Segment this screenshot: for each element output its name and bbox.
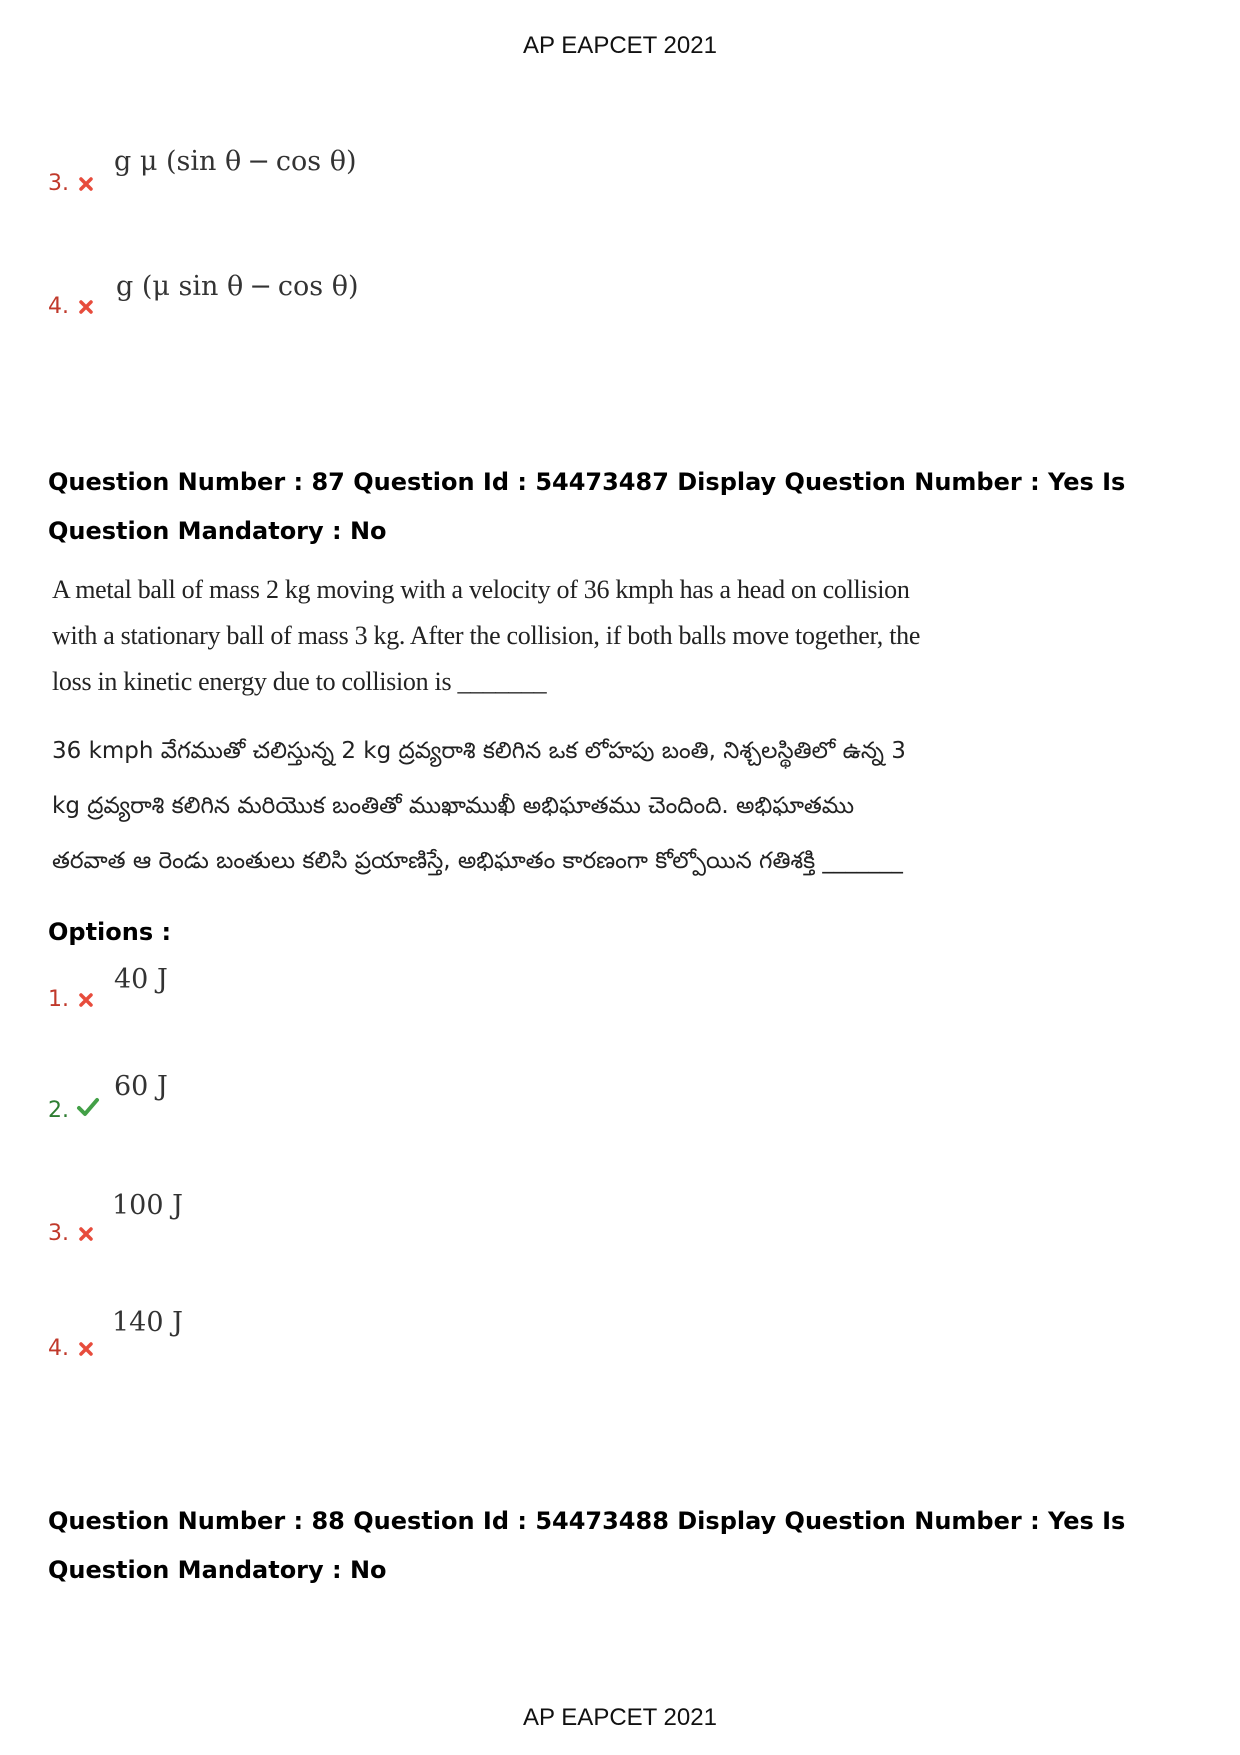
option-number: 3. — [48, 171, 69, 196]
wrong-mark-icon — [78, 1341, 94, 1357]
option-text: 60 J — [114, 1071, 168, 1102]
formula-part: g μ (sin θ — [114, 146, 242, 177]
option-text: 100 J — [112, 1190, 183, 1221]
formula-part: cos θ) — [275, 146, 357, 177]
options-label: Options : — [48, 918, 172, 946]
formula-operator: − — [249, 271, 272, 302]
question-87-text-telugu: 36 kmph వేగముతో చలిస్తున్న 2 kg ద్రవ్యరాశి కలిగిన ఒక లోహపు బంతి, నిశ్చలస్థితిలో ఉన్న 3 kg ద్రవ్యరాశి కలిగిన మరియొక బంతితో ముఖాముఖీ అభిఘాతము చెందింది. అభిఘాతము తరవాత ఆ రెండు బంతులు కలిసి ప్రయాణిస్తే, అభిఘాతం కారణంగా కోల్పోయిన గతిశక్తి _______ — [52, 738, 906, 874]
wrong-mark-icon — [78, 176, 94, 192]
question-88-header: Question Number : 88 Question Id : 54473488 Display Question Number : Yes Is Question Mandatory : No — [48, 1507, 1126, 1584]
wrong-mark-icon — [78, 1226, 94, 1242]
page-footer: AP EAPCET 2021 — [523, 1704, 717, 1731]
option-text: 40 J — [114, 964, 168, 995]
option-number: 4. — [48, 1336, 69, 1361]
option-number: 1. — [48, 987, 69, 1012]
wrong-mark-icon — [78, 299, 94, 315]
option-text: 140 J — [112, 1307, 183, 1338]
option-number: 3. — [48, 1221, 69, 1246]
wrong-mark-icon — [78, 992, 94, 1008]
option-number: 2. — [48, 1098, 69, 1123]
formula-part: cos θ) — [277, 271, 359, 302]
option-number: 4. — [48, 294, 69, 319]
formula-operator: − — [247, 146, 270, 177]
correct-check-icon — [76, 1097, 100, 1117]
option-formula — [116, 271, 358, 302]
question-87-header: Question Number : 87 Question Id : 54473487 Display Question Number : Yes Is Question Mandatory : No — [48, 468, 1126, 545]
formula-part: g (μ sin θ — [116, 271, 244, 302]
page-header: AP EAPCET 2021 — [523, 32, 717, 59]
option-formula — [114, 146, 356, 177]
question-87-text-english: A metal ball of mass 2 kg moving with a velocity of 36 kmph has a head on collision with a stationary ball of mass 3 kg. After the collision, if both balls move together, the loss in kinetic energy due to collision is _______ — [52, 575, 921, 696]
